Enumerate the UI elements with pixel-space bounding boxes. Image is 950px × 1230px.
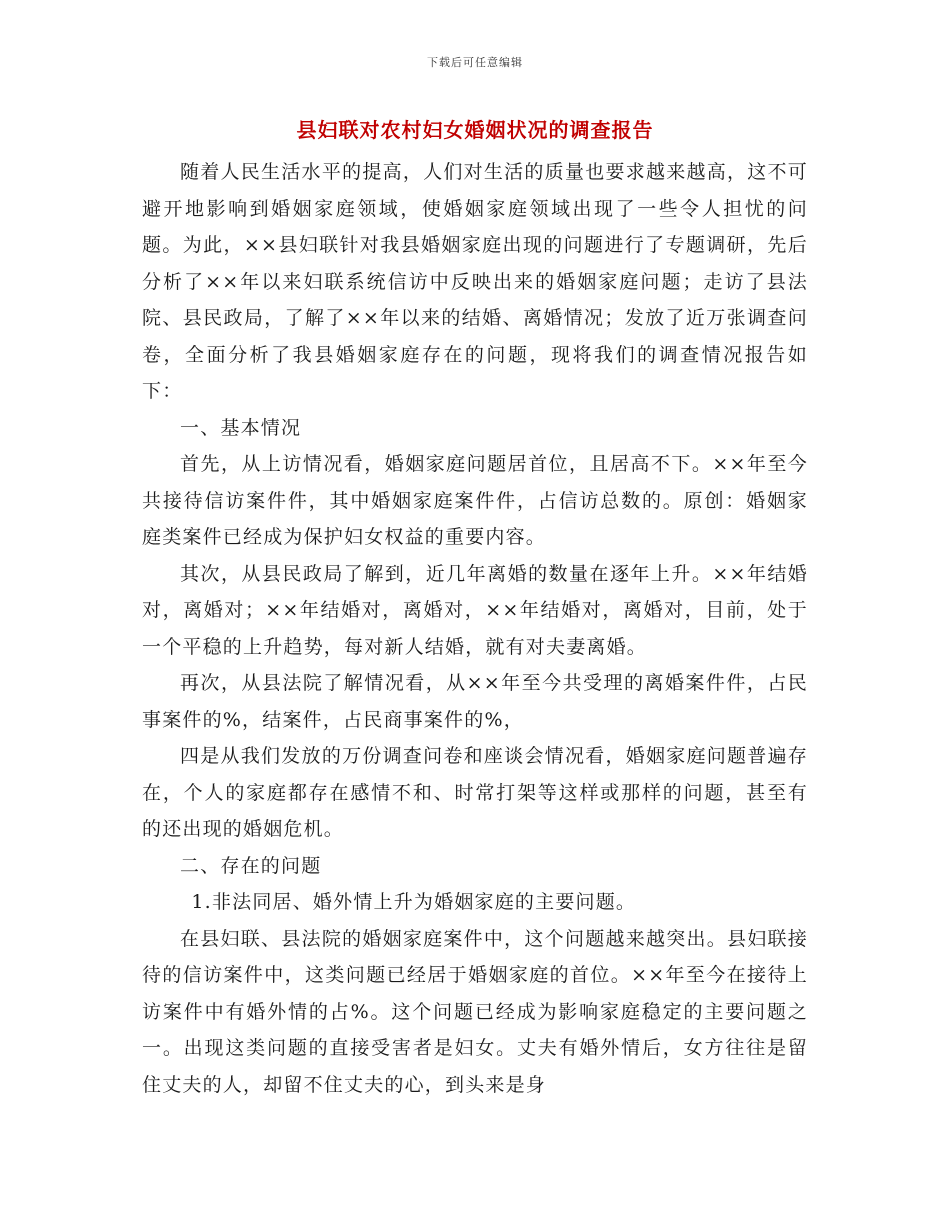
- header-note: 下载后可任意编辑: [427, 56, 523, 69]
- paragraph-civil-affairs: 其次，从县民政局了解到，近几年离婚的数量在逐年上升。××年结婚对，离婚对；××年结婚对，离婚对，××年结婚对，离婚对，目前，处于一个平稳的上升趋势，每对新人结婚，就有对夫妻离婚。: [142, 562, 808, 658]
- section-heading-basic-situation: 一、基本情况: [180, 416, 302, 439]
- subheading-cohabitation: 1.非法同居、婚外情上升为婚姻家庭的主要问题。: [191, 891, 637, 913]
- document-body: [142, 154, 808, 1103]
- paragraph-survey: 四是从我们发放的万份调查问卷和座谈会情况看，婚姻家庭问题普遍存在，个人的家庭都存在感情不和、时常打架等这样或那样的问题，甚至有的还出现的婚姻危机。: [142, 745, 808, 840]
- document-title: 县妇联对农村妇女婚姻状况的调查报告: [296, 118, 654, 142]
- paragraph-court: 再次，从县法院了解情况看，从××年至今共受理的离婚案件件，占民事案件的%，结案件，占民商事案件的%，: [142, 672, 808, 731]
- section-heading-problems: 二、存在的问题: [180, 854, 322, 877]
- paragraph-petitions: 首先，从上访情况看，婚姻家庭问题居首位，且居高不下。××年至今共接待信访案件件，其中婚姻家庭案件件，占信访总数的。原创：婚姻家庭类案件已经成为保护妇女权益的重要内容。: [142, 453, 808, 548]
- paragraph-intro: 随着人民生活水平的提高，人们对生活的质量也要求越来越高，这不可避开地影响到婚姻家庭领域，使婚姻家庭领域出现了一些令人担忧的问题。为此，××县妇联针对我县婚姻家庭出现的问题进行了专题调研，先后分析了××年以来妇联系统信访中反映出来的婚姻家庭问题；走访了县法院、县民政局，了解了××年以来的结婚、离婚情况；发放了近万张调查问卷，全面分析了我县婚姻家庭存在的问题，现将我们的调查情况报告如下：: [142, 161, 808, 402]
- paragraph-cohabitation-detail: 在县妇联、县法院的婚姻家庭案件中，这个问题越来越突出。县妇联接待的信访案件中，这类问题已经居于婚姻家庭的首位。××年至今在接待上访案件中有婚外情的占%。这个问题已经成为影响家庭稳定的主要问题之一。出现这类问题的直接受害者是妇女。丈夫有婚外情后，女方往往是留住丈夫的人，却留不住丈夫的心，到头来是身: [142, 927, 808, 1096]
